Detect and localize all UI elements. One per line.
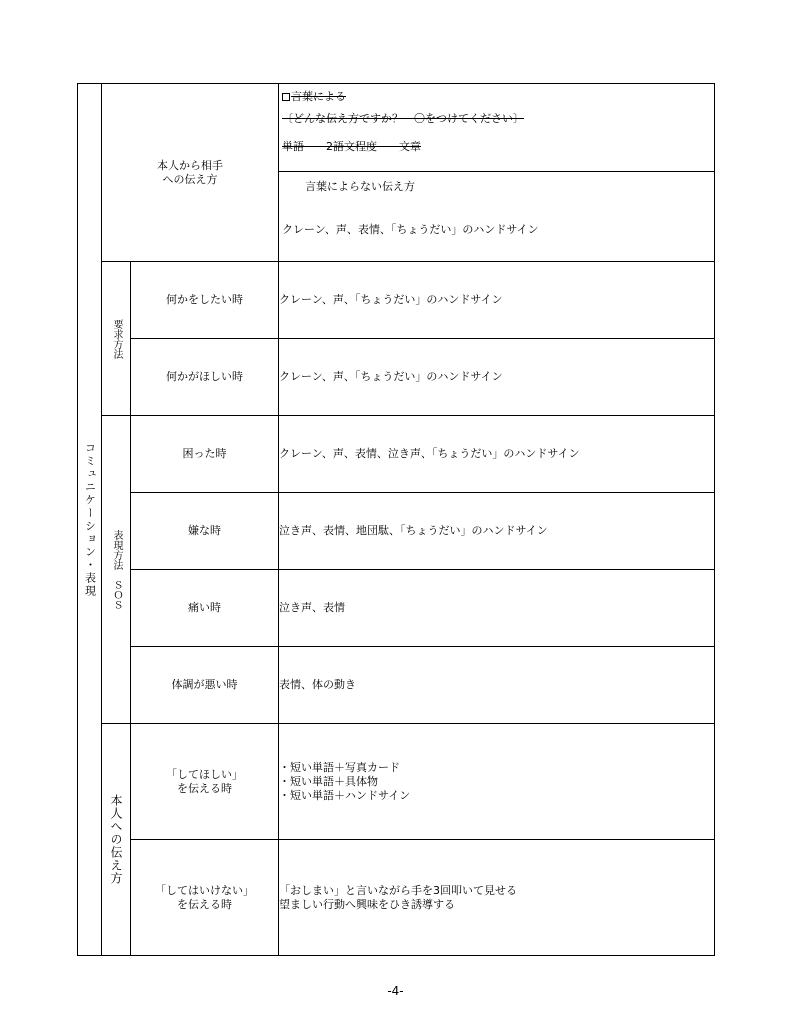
tell-row-label: 「してほしい」 を伝える時 bbox=[131, 724, 279, 840]
sos-row bbox=[78, 570, 715, 647]
sos-row-label: 嫌な時 bbox=[131, 493, 279, 570]
request-row-label: 何かがほしい時 bbox=[131, 339, 279, 416]
request-row bbox=[78, 262, 715, 339]
sos-row bbox=[78, 416, 715, 493]
request-row-value: クレーン、声、「ちょうだい」のハンドサイン bbox=[279, 262, 715, 339]
nonverbal-title: 言葉によらない伝え方 bbox=[305, 180, 415, 193]
tell-row-label: 「してはいけない」 を伝える時 bbox=[131, 840, 279, 956]
sos-row-label: 体調が悪い時 bbox=[131, 647, 279, 724]
sos-row bbox=[78, 493, 715, 570]
tell-group-label: 本人への伝え方 bbox=[102, 724, 131, 956]
request-group-label: 要求方法 bbox=[102, 262, 131, 416]
sos-row-label: 痛い時 bbox=[131, 570, 279, 647]
section-title: コミュニケーション・表現 bbox=[78, 84, 102, 956]
request-row-label: 何かをしたい時 bbox=[131, 262, 279, 339]
verbal-options: 単語 2語文程度 文章 bbox=[282, 140, 421, 153]
verbal-question: 〔どんな伝え方ですか？ 〇をつけてください〕 bbox=[282, 112, 524, 125]
sos-row-value: 泣き声、表情 bbox=[279, 570, 715, 647]
verbal-title: 言葉による bbox=[291, 90, 346, 103]
communication-form-table bbox=[77, 83, 715, 956]
nonverbal-block bbox=[279, 172, 714, 260]
tell-row-value: 「おしまい」と言いながら手を3回叩いて見せる 望ましい行動へ興味をひき誘導する bbox=[279, 840, 715, 956]
tell-row bbox=[78, 840, 715, 956]
sos-row-value: 表情、体の動き bbox=[279, 647, 715, 724]
sos-row-value: 泣き声、表情、地団駄、「ちょうだい」のハンドサイン bbox=[279, 493, 715, 570]
page-number: -4- bbox=[387, 984, 404, 998]
tell-row-value: ・短い単語＋写真カード ・短い単語＋具体物 ・短い単語＋ハンドサイン bbox=[279, 724, 715, 840]
nonverbal-value: クレーン、声、表情、「ちょうだい」のハンドサイン bbox=[282, 223, 539, 236]
sos-row bbox=[78, 647, 715, 724]
request-row bbox=[78, 339, 715, 416]
expression-content bbox=[279, 84, 715, 262]
verbal-checkbox[interactable] bbox=[282, 93, 290, 101]
tell-row bbox=[78, 724, 715, 840]
expression-label: 本人から相手 への伝え方 bbox=[102, 84, 279, 262]
sos-group-label: 表現方法 ＳＯＳ bbox=[102, 416, 131, 724]
request-row-value: クレーン、声、「ちょうだい」のハンドサイン bbox=[279, 339, 715, 416]
sos-row-label: 困った時 bbox=[131, 416, 279, 493]
sos-row-value: クレーン、声、表情、泣き声、「ちょうだい」のハンドサイン bbox=[279, 416, 715, 493]
expression-row bbox=[78, 84, 715, 262]
verbal-block bbox=[279, 84, 714, 172]
